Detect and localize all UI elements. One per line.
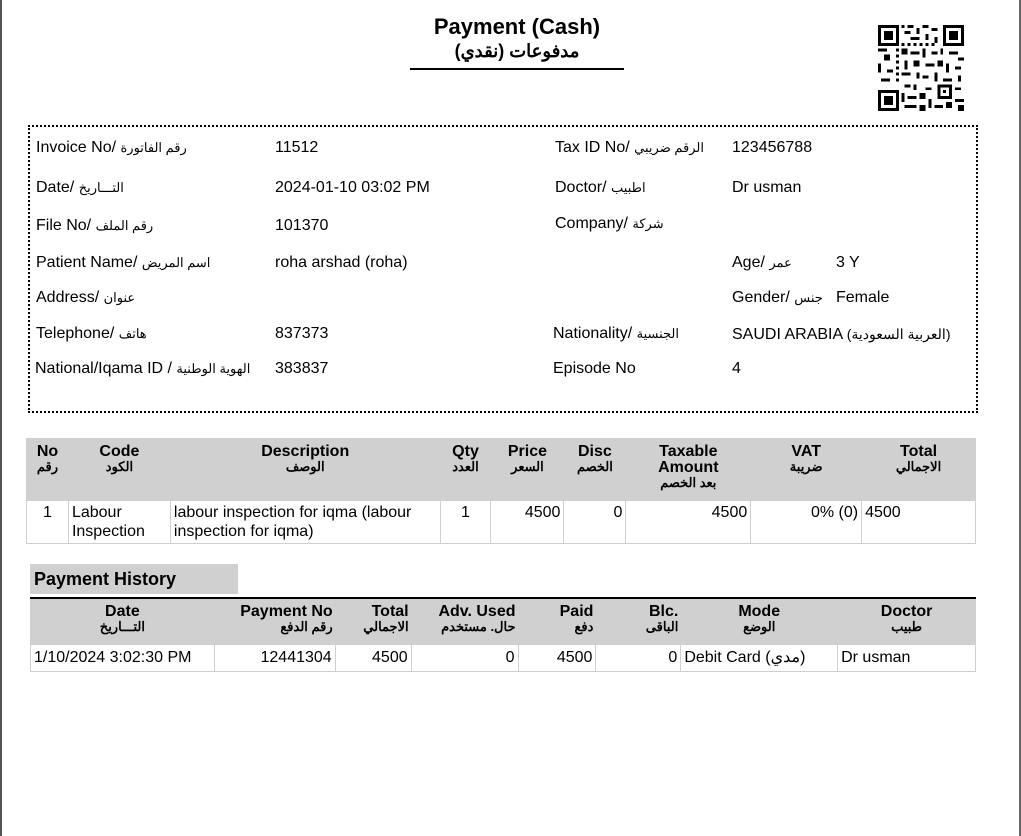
gender-label-en: Gender/ [732,289,790,306]
ph-header-date-ar: التـــاريخ [99,619,145,634]
age-label-en: Age/ [732,254,765,271]
tax-id-value: 123456788 [732,139,813,156]
doctor-label-ar: اطبيب [611,180,646,195]
header-description [170,439,440,501]
title-english: Payment (Cash) [433,14,601,39]
payment-history-title: Payment History [30,564,238,594]
header-description-en: Description [261,443,350,460]
ph-header-doctor [838,598,976,644]
address-label [36,288,135,308]
document-title [410,14,624,62]
nationality-value-en: SAUDI ARABIA [732,326,843,343]
doctor-label [555,178,646,198]
cell-no: 1 [27,501,69,544]
patient-name-value: roha arshad (roha) [275,254,408,271]
title-arabic: مدفوعات (نقدي) [454,41,580,61]
header-disc [564,439,626,501]
ph-header-payment-no-ar: رقم الدفع [280,619,333,634]
header-no-ar: رقم [36,459,59,474]
national-id-label-en: National/Iqama ID / [35,360,172,377]
header-total-en: Total [900,443,938,460]
date-label-ar: التـــاريخ [78,180,124,195]
ph-header-total [335,598,411,644]
cell-qty: 1 [440,501,491,544]
address-label-en: Address/ [36,289,100,306]
telephone-label [36,324,147,344]
date-value: 2024-01-10 03:02 PM [275,179,430,196]
company-label-en: Company/ [555,215,628,232]
header-code-en: Code [99,443,140,460]
ph-header-adv-used [411,598,518,644]
gender-label-ar: جنس [794,290,823,305]
cell-description: labour inspection for iqma (labour inspection for iqma) [170,501,440,544]
ph-header-mode-ar: الوضع [743,619,776,634]
ph-cell-doctor: Dr usman [838,644,976,671]
table-row [27,501,976,544]
episode-no-value: 4 [732,360,741,377]
header-price-en: Price [507,443,548,460]
age-label [732,253,792,273]
ph-header-doctor-ar: طبيب [891,619,923,634]
ph-header-mode [681,598,838,644]
table-row [31,644,976,671]
nationality-value-ar: (العربية السعودية) [846,326,951,342]
cell-vat: 0% (0) [751,501,862,544]
ph-header-date-en: Date [105,603,140,620]
address-label-ar: عنوان [103,290,136,305]
ph-header-adv-used-en: Adv. Used [438,603,516,620]
telephone-value: 837373 [275,325,329,342]
cell-price: 4500 [491,501,564,544]
tax-id-label-en: Tax ID No/ [555,139,630,156]
file-no-value: 101370 [275,217,329,234]
cell-disc: 0 [564,501,626,544]
header-taxable-en: Taxable Amount [658,443,719,476]
patient-name-label-ar: اسم المريض [141,255,211,270]
header-qty [440,439,491,501]
page-left-edge [0,0,2,836]
header-qty-en: Qty [452,443,479,460]
company-label-ar: شركة [632,216,664,231]
header-vat-en: VAT [791,443,821,460]
header-disc-en: Disc [578,443,612,460]
ph-header-adv-used-ar: حال. مستخدم [441,619,516,634]
items-header-row [27,439,976,501]
header-code [68,439,170,501]
payment-history-table [30,597,976,672]
date-label [36,178,124,198]
date-label-en: Date/ [36,179,75,196]
items-table [26,438,976,544]
header-vat [751,439,862,501]
header-qty-ar: العدد [452,459,479,474]
file-no-label-en: File No/ [36,217,92,234]
ph-cell-adv-used: 0 [411,644,518,671]
ph-header-paid-ar: دفع [574,619,594,634]
ph-cell-mode: Debit Card (مدي) [681,644,838,671]
nationality-label-en: Nationality/ [553,325,633,342]
national-id-label [35,359,250,379]
age-value: 3 Y [836,254,860,271]
header-no [27,439,69,501]
ph-header-total-en: Total [371,603,409,620]
tax-id-label-ar: الرقم ضريبي [634,140,704,155]
patient-info-box [28,125,978,413]
invoice-no-value: 11512 [275,139,319,156]
ph-cell-payment-no: 12441304 [214,644,335,671]
header-no-en: No [36,443,59,460]
ph-header-payment-no-en: Payment No [240,603,333,620]
age-label-ar: عمر [769,255,792,270]
telephone-label-en: Telephone/ [36,325,115,342]
episode-no-label: Episode No [553,360,636,377]
doctor-value: Dr usman [732,179,802,196]
invoice-no-label [36,138,187,158]
cell-code: Labour Inspection [68,501,170,544]
header-description-ar: الوصف [285,459,325,474]
national-id-value: 383837 [275,360,329,377]
ph-header-doctor-en: Doctor [880,603,933,620]
cell-taxable: 4500 [626,501,751,544]
payment-header-row [31,598,976,644]
ph-cell-paid: 4500 [518,644,596,671]
ph-header-balance-ar: الباقى [645,619,679,634]
nationality-value [732,324,950,345]
doctor-label-en: Doctor/ [555,179,607,196]
header-total-ar: الاجمالي [895,459,942,474]
title-underline [410,68,624,70]
file-no-label-ar: رقم الملف [95,218,154,233]
header-taxable-amount [626,439,751,501]
header-taxable-ar: بعد الخصم [660,475,717,490]
nationality-label [553,324,679,344]
ph-header-balance-en: Blc. [648,603,679,620]
ph-header-date [31,598,215,644]
ph-cell-balance: 0 [596,644,681,671]
invoice-no-label-ar: رقم الفاتورة [120,140,187,155]
invoice-no-label-en: Invoice No/ [36,139,117,156]
header-total [862,439,976,501]
company-label [555,214,664,234]
patient-name-label [36,253,210,273]
ph-cell-date: 1/10/2024 3:02:30 PM [31,644,215,671]
header-disc-ar: الخصم [576,459,613,474]
national-id-label-ar: الهوية الوطنية [176,361,251,376]
ph-header-total-ar: الاجمالي [363,619,409,634]
ph-header-balance [596,598,681,644]
gender-label [732,288,823,308]
ph-header-paid-en: Paid [559,603,594,620]
header-code-ar: الكود [105,459,134,474]
header-vat-ar: ضريبة [789,459,823,474]
telephone-label-ar: هاتف [118,326,147,341]
qr-code [878,25,964,111]
ph-cell-total: 4500 [335,644,411,671]
gender-value: Female [836,289,890,306]
ph-header-paid [518,598,596,644]
file-no-label [36,216,153,236]
header-price [491,439,564,501]
tax-id-label [555,138,704,158]
nationality-label-ar: الجنسية [636,326,679,341]
ph-header-payment-no [214,598,335,644]
cell-total: 4500 [862,501,976,544]
ph-header-mode-en: Mode [738,603,781,620]
patient-name-label-en: Patient Name/ [36,254,138,271]
header-price-ar: السعر [511,459,544,474]
